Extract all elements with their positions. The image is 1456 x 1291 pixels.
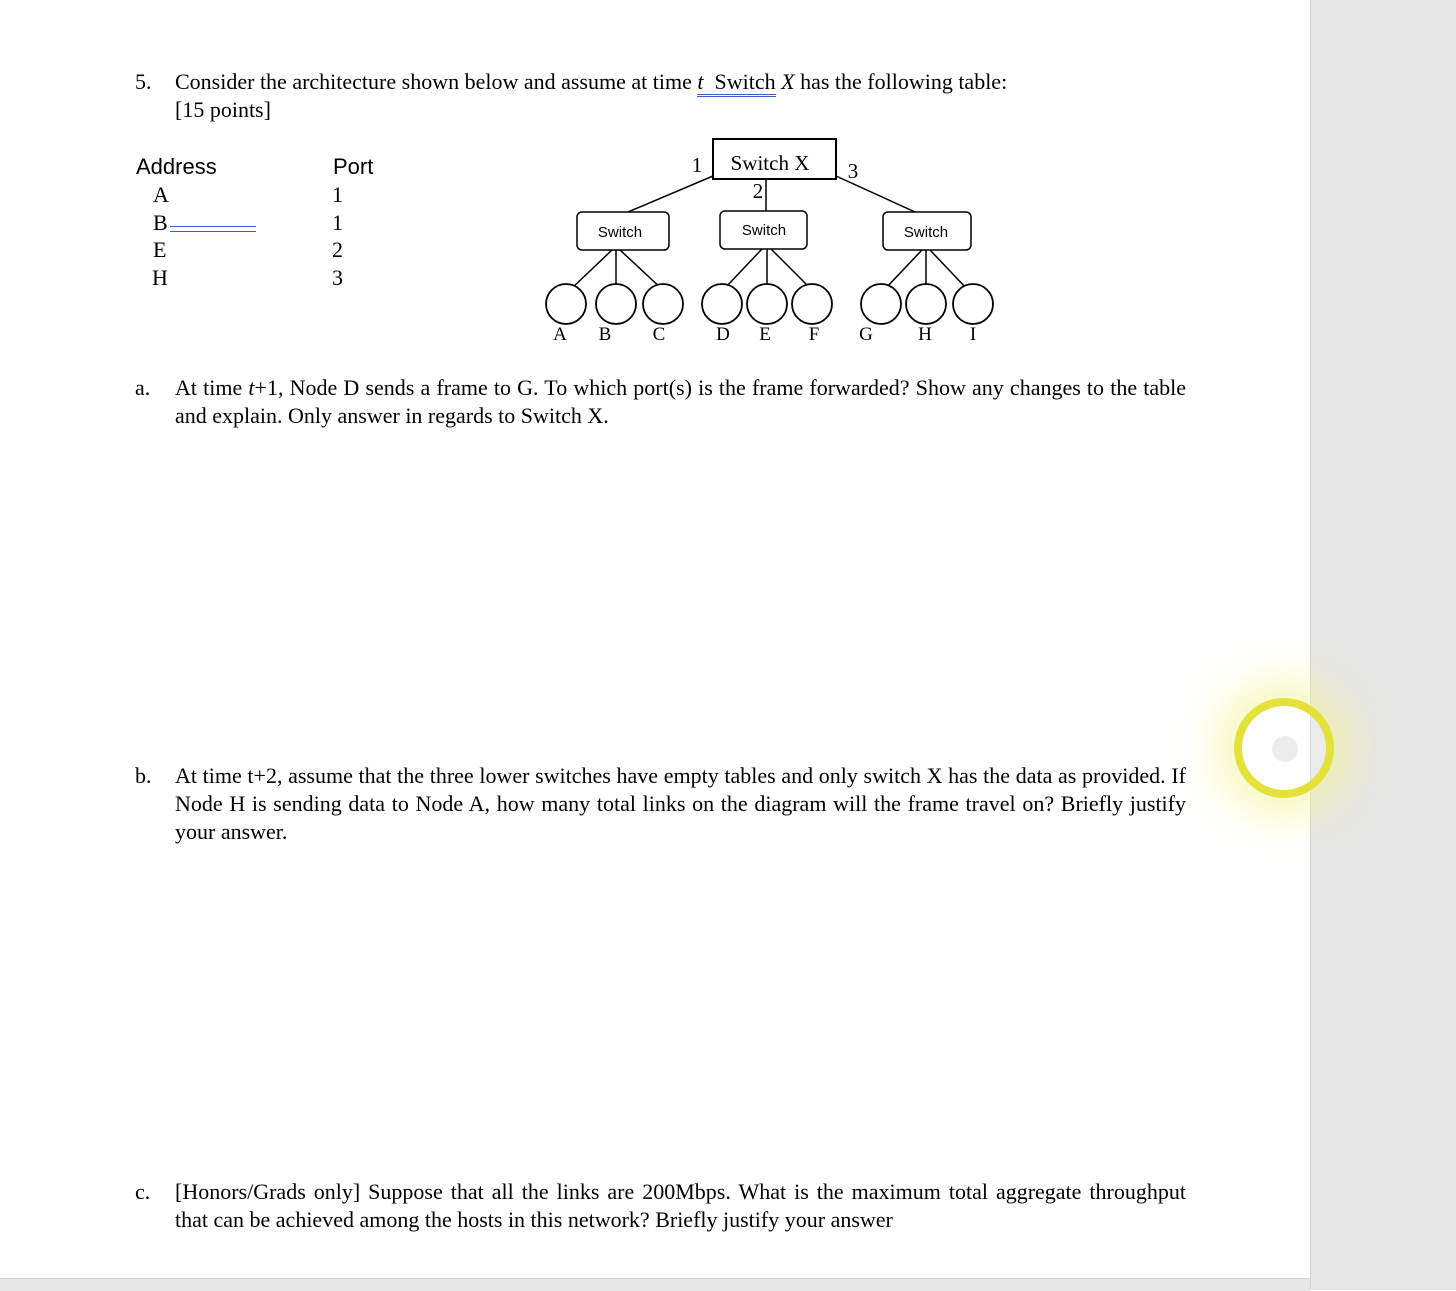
- table-address-h: H: [152, 265, 168, 290]
- switch-right-label: Switch: [903, 224, 949, 241]
- node-e: [747, 284, 787, 324]
- node-g: [861, 284, 901, 324]
- switch-middle-label: Switch: [741, 222, 787, 239]
- node-b: [596, 284, 636, 324]
- question-number: 5.: [135, 69, 152, 94]
- node-i: [953, 284, 993, 324]
- part-a-label: a.: [135, 375, 151, 400]
- port-3-label: 3: [847, 159, 859, 183]
- port-2-label: 2: [752, 179, 764, 203]
- node-c: [643, 284, 683, 324]
- question-line1-prefix: Consider the architecture shown below and assume at time: [175, 69, 692, 94]
- question-switch-x: X: [781, 69, 795, 94]
- question-text: [175, 68, 1195, 124]
- node-a-label: A: [553, 324, 567, 345]
- link-x-right: [836, 176, 915, 212]
- part-a-rest: +1, Node D sends a frame to G. To which port(s) is the frame forwarded? Show any changes to the table and explain. Only answer in regards to Switch X.: [175, 375, 1186, 428]
- node-g-label: G: [859, 324, 873, 345]
- part-a-time-t: t: [248, 375, 255, 400]
- question-time-underline: [697, 69, 775, 97]
- part-b-text: At time t+2, assume that the three lower switches have empty tables and only switch X has the data as provided. If Node H is sending data to Node A, how many total links on the diagram will the frame travel on? Briefly justify your answer.: [175, 763, 1186, 844]
- node-d: [702, 284, 742, 324]
- question-time-t: t: [697, 69, 704, 94]
- part-b-label: b.: [135, 763, 152, 788]
- node-c-label: C: [652, 324, 666, 345]
- window-right-gutter: [1310, 0, 1456, 1290]
- table-port-b: 1: [332, 210, 343, 235]
- node-f-label: F: [808, 324, 820, 345]
- network-diagram: [530, 130, 1010, 350]
- question-points: [15 points]: [175, 97, 271, 122]
- part-a-prefix: At time: [175, 375, 249, 400]
- address-header: Address: [136, 154, 217, 179]
- table-address-a: A: [153, 182, 169, 207]
- question-switch-word: Switch: [714, 69, 776, 94]
- part-c-label: c.: [135, 1179, 151, 1204]
- link-x-left: [628, 176, 713, 212]
- window-bottom-gutter: [0, 1278, 1310, 1291]
- table-address-e: E: [153, 237, 167, 262]
- node-h-label: H: [918, 324, 932, 345]
- node-a: [546, 284, 586, 324]
- port-1-label: 1: [691, 153, 703, 177]
- switch-x-label: Switch X: [730, 151, 810, 175]
- table-port-e: 2: [332, 237, 343, 262]
- node-b-label: B: [598, 324, 612, 345]
- node-i-label: I: [969, 324, 977, 345]
- part-a-text: [175, 374, 1186, 430]
- part-c-text: [Honors/Grads only] Suppose that all the links are 200Mbps. What is the maximum total aggregate throughput that can be achieved among the hosts in this network? Briefly justify your answer: [175, 1179, 1186, 1232]
- question-line1-suffix: has the following table:: [800, 69, 1008, 94]
- spellcheck-underline: [170, 226, 256, 232]
- node-f: [792, 284, 832, 324]
- cursor-pointer-icon: [1272, 736, 1298, 762]
- port-header: Port: [333, 154, 374, 179]
- switch-left-label: Switch: [597, 224, 643, 241]
- table-address-b: B: [153, 210, 168, 235]
- node-d-label: D: [716, 324, 730, 345]
- host-nodes: [546, 284, 993, 324]
- node-e-label: E: [759, 324, 771, 345]
- table-port-h: 3: [332, 265, 343, 290]
- table-port-a: 1: [332, 182, 343, 207]
- node-h: [906, 284, 946, 324]
